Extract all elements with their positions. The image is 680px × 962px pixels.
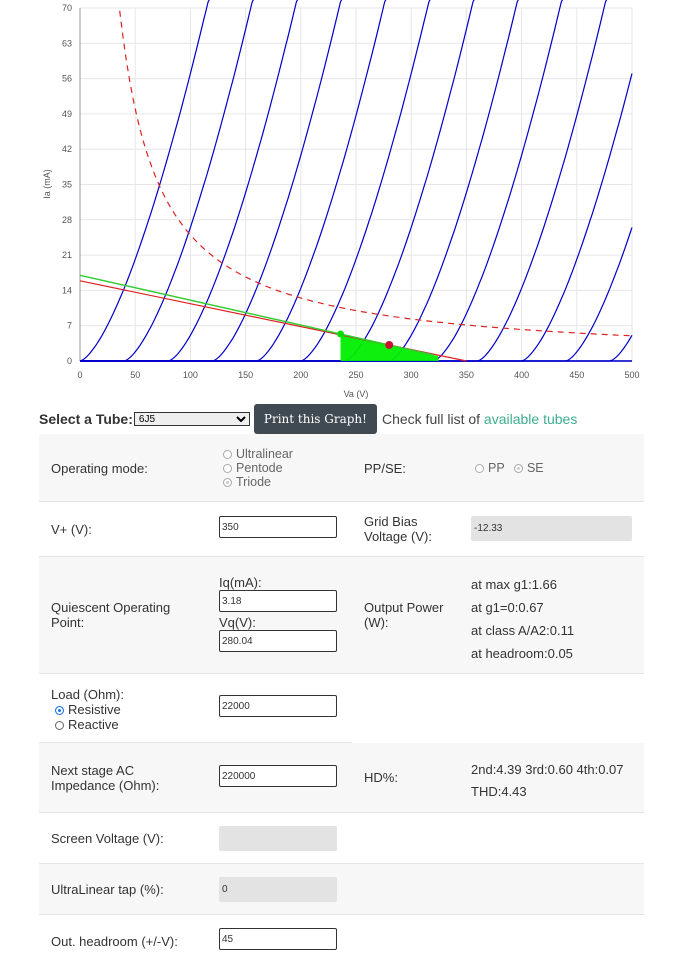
iq-label: Iq(mA):	[219, 575, 262, 590]
se-option[interactable]	[514, 461, 544, 475]
radio-ultralinear[interactable]	[223, 450, 232, 459]
headroom-label: Out. headroom (+/-V):	[51, 934, 178, 949]
load-option-reactive[interactable]	[55, 717, 119, 732]
se-label: SE	[526, 461, 544, 475]
screen-voltage-input	[219, 826, 337, 851]
plate-curve	[80, 0, 519, 361]
plate-curve	[80, 0, 608, 361]
hd-thd: THD:4.43	[471, 784, 527, 799]
y-tick-label: 28	[61, 214, 72, 225]
plate-curves-chart	[0, 0, 680, 402]
available-tubes-link[interactable]: available tubes	[483, 411, 578, 427]
output-power-label: Output Power (W):	[364, 600, 444, 630]
pp-se-options	[475, 461, 544, 476]
row-headroom	[39, 915, 644, 962]
tube-select[interactable]	[134, 412, 250, 426]
resistive-label: Resistive	[68, 702, 121, 717]
operating-point	[385, 341, 393, 349]
y-tick-label: 49	[61, 108, 72, 119]
power-class-a: at class A/A2:0.11	[471, 623, 575, 638]
mode-pentode-label: Pentode	[236, 461, 283, 475]
select-tube-label: Select a Tube:	[39, 411, 133, 427]
vq-input[interactable]	[219, 630, 337, 652]
hd-label: HD%:	[364, 770, 398, 785]
plate-curve	[80, 0, 343, 361]
check-tubes-text	[382, 411, 577, 427]
load-option-resistive[interactable]	[55, 702, 121, 717]
x-tick-label: 50	[130, 370, 141, 380]
pp-label: PP	[488, 461, 505, 475]
x-tick-label: 0	[77, 370, 83, 380]
power-headroom: at headroom:0.05	[471, 646, 573, 661]
reactive-label: Reactive	[68, 717, 119, 732]
mode-option-triode[interactable]	[223, 475, 293, 489]
x-tick-label: 350	[458, 370, 474, 380]
chart-grid	[80, 8, 632, 361]
iq-input[interactable]	[219, 590, 337, 612]
x-tick-label: 400	[514, 370, 530, 380]
grid-bias-input	[471, 516, 632, 541]
vq-label: Vq(V):	[219, 615, 256, 630]
y-tick-label: 63	[61, 38, 72, 49]
next-stage-label: Next stage AC Impedance (Ohm):	[51, 763, 160, 793]
x-tick-label: 100	[182, 370, 198, 380]
row-ultralinear-tap	[39, 864, 644, 915]
x-tick-label: 450	[569, 370, 585, 380]
y-tick-label: 42	[61, 144, 72, 155]
row-vplus	[39, 502, 644, 557]
x-tick-label: 150	[238, 370, 254, 380]
ultralinear-tap-input	[219, 877, 337, 902]
y-axis-label: Ia (mA)	[42, 169, 52, 199]
x-axis-label: Va (V)	[343, 389, 369, 399]
load-input[interactable]	[219, 695, 337, 717]
plate-curve	[80, 0, 564, 361]
operating-mode-options	[223, 447, 293, 489]
operating-mode-label: Operating mode:	[51, 461, 148, 476]
y-tick-label: 7	[66, 320, 72, 331]
print-graph-button[interactable]: Print this Graph!	[254, 404, 377, 434]
radio-pp[interactable]	[475, 464, 484, 473]
y-tick-label: 35	[61, 179, 72, 190]
radio-pentode[interactable]	[223, 464, 232, 473]
row-quiescent	[39, 557, 644, 674]
power-max-g1: at max g1:1.66	[471, 577, 557, 592]
radio-reactive[interactable]	[55, 721, 64, 730]
x-tick-label: 200	[293, 370, 309, 380]
check-tubes-prefix: Check full list of	[381, 411, 484, 427]
chart-overlays	[80, 11, 630, 361]
mode-option-pentode[interactable]	[223, 461, 293, 475]
pp-se-label: PP/SE:	[364, 461, 406, 476]
x-tick-label: 300	[403, 370, 419, 380]
quiescent-label: Quiescent Operating Point:	[51, 600, 171, 630]
pp-option[interactable]	[475, 461, 504, 475]
vplus-label: V+ (V):	[51, 522, 92, 537]
plate-curve	[80, 0, 299, 361]
plate-curve	[80, 0, 387, 361]
row-next-stage	[39, 743, 644, 813]
hd-harmonics: 2nd:4.39 3rd:0.60 4th:0.07	[471, 762, 624, 777]
y-tick-label: 70	[61, 3, 72, 13]
vplus-input[interactable]	[219, 516, 337, 538]
chart-ticks	[62, 3, 640, 380]
plate-curve	[80, 0, 431, 361]
headroom-input[interactable]	[219, 928, 337, 950]
x-tick-label: 250	[348, 370, 364, 380]
y-tick-label: 0	[66, 356, 72, 366]
screen-voltage-label: Screen Voltage (V):	[51, 831, 164, 846]
y-tick-label: 14	[61, 285, 72, 296]
hd-values	[471, 759, 624, 803]
plate-curve	[80, 0, 254, 361]
row-screen-voltage	[39, 813, 644, 864]
radio-se[interactable]	[514, 464, 523, 473]
y-tick-label: 21	[61, 250, 72, 261]
row-operating-mode	[39, 434, 644, 502]
power-g1-zero: at g1=0:0.67	[471, 600, 544, 615]
x-tick-label: 500	[624, 370, 640, 380]
radio-triode[interactable]	[223, 478, 232, 487]
ultralinear-tap-label: UltraLinear tap (%):	[51, 882, 164, 897]
grid-bias-label: Grid Bias Voltage (V):	[364, 514, 432, 544]
mode-option-ultralinear[interactable]	[223, 447, 293, 461]
next-stage-input[interactable]	[219, 765, 337, 787]
max-dissipation-curve	[120, 11, 630, 336]
radio-resistive[interactable]	[55, 706, 64, 715]
swing-start-point	[337, 331, 344, 338]
mode-ultralinear-label: Ultralinear	[236, 447, 293, 461]
output-power-values	[471, 573, 574, 665]
row-load	[39, 674, 352, 743]
load-label: Load (Ohm):	[51, 687, 124, 702]
y-tick-label: 56	[61, 73, 72, 84]
mode-triode-label: Triode	[236, 475, 271, 489]
tube-select-row	[39, 405, 679, 433]
